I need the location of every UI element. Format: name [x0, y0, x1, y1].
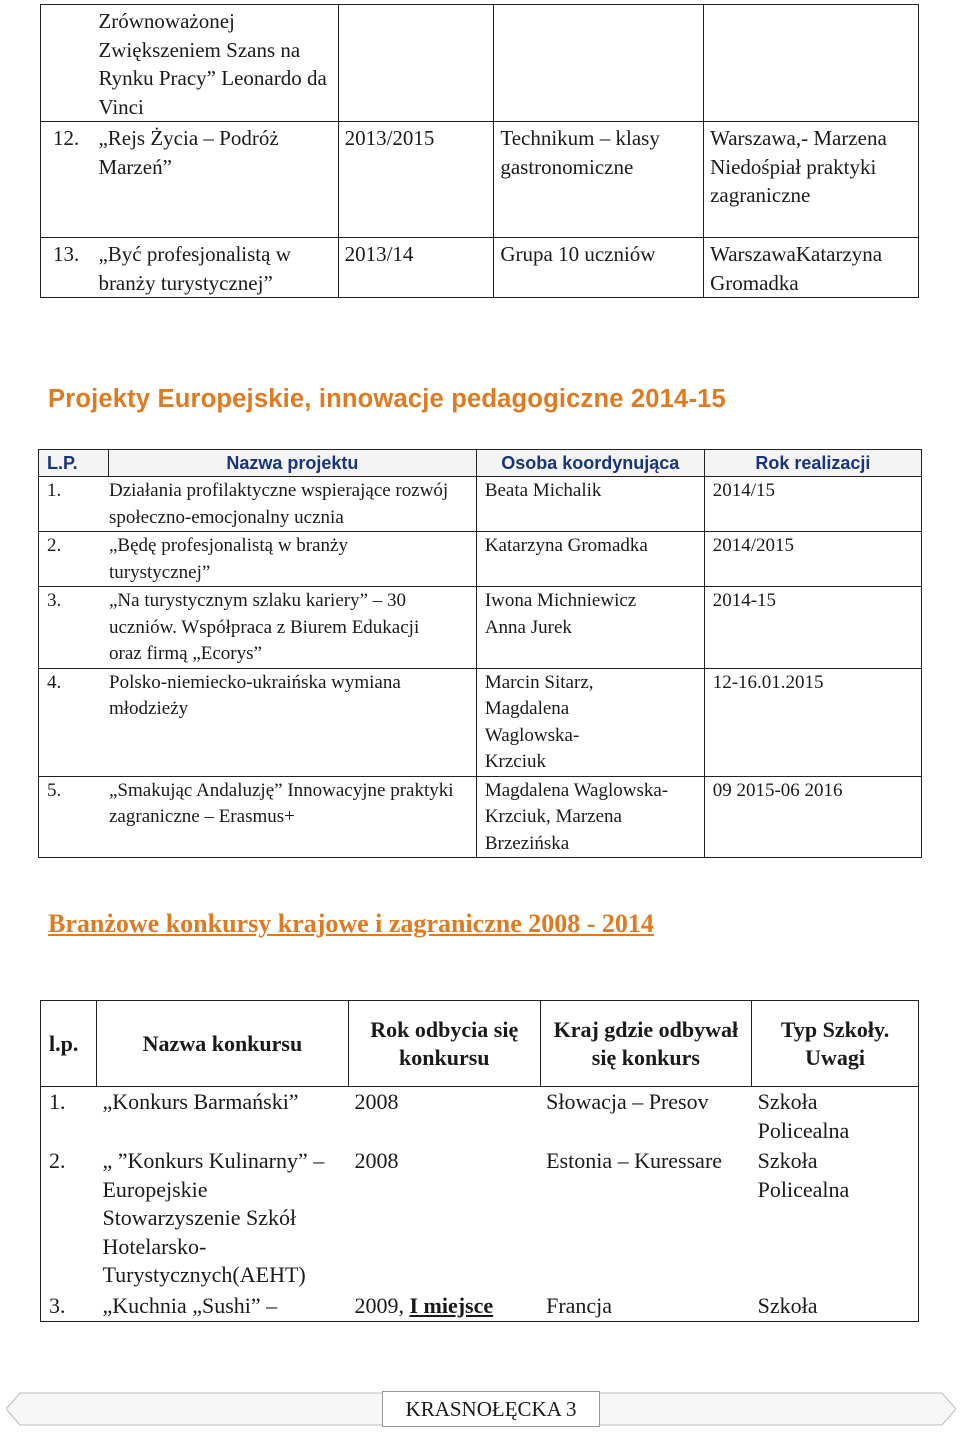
- competition-name: „Konkurs Barmański”: [102, 1089, 299, 1114]
- coordinator-text: Marcin Sitarz, Magdalena Waglowska-Krzciuk: [484, 671, 594, 772]
- table-row: [41, 5, 919, 122]
- header-year: Rok realizacji: [704, 450, 921, 477]
- project-cell: [39, 668, 477, 776]
- project-name: „Będę profesjonalistą w branży turystycznej”: [109, 535, 348, 583]
- target-group: [494, 5, 704, 122]
- project-cell: [39, 776, 477, 858]
- row-number: 4.: [47, 671, 62, 693]
- table-row: [39, 477, 922, 532]
- coordinator-text: Magdalena Waglowska-Krzciuk, Marzena Brzezińska: [484, 779, 669, 854]
- row-number: 1.: [49, 1089, 66, 1114]
- year: 2014/2015: [704, 532, 921, 587]
- header-lp: L.P.: [39, 450, 109, 477]
- program-name: „Być profesjonalistą w branży turystycznej”: [92, 238, 338, 298]
- school-type-text: Szkoła Policealna: [757, 1148, 850, 1202]
- row-number: 2.: [49, 1148, 66, 1173]
- competition-year: 2008: [354, 1089, 399, 1114]
- competition-year: [348, 1291, 540, 1322]
- country: Estonia – Kuressare: [546, 1148, 723, 1173]
- projects-table-continued: [40, 4, 919, 298]
- year: 2013/14: [338, 238, 494, 298]
- row-number: 3.: [41, 1291, 97, 1322]
- project-name: „Smakując Andaluzję” Innowacyjne praktyki zagraniczne – Erasmus+: [109, 779, 454, 827]
- place-coordinator: WarszawaKatarzyna Gromadka: [704, 238, 919, 298]
- coordinator-text: Iwona Michniewicz Anna Jurek: [484, 590, 637, 638]
- competition-name-text: „ ”Konkurs Kulinarny” – Europejskie Stowarzyszenie Szkół Hotelarsko-Turystycznych(AEHT): [102, 1148, 325, 1287]
- coordinator: [476, 587, 704, 669]
- table-row: [41, 1291, 919, 1322]
- table-row: [41, 238, 919, 298]
- header-competition-name: Nazwa konkursu: [96, 1001, 348, 1087]
- row-number: [41, 5, 93, 122]
- row-number: 1.: [47, 480, 62, 501]
- project-cell: [39, 477, 477, 532]
- country: Francja: [540, 1291, 752, 1322]
- header-lp: l.p.: [41, 1001, 97, 1087]
- row-number: 3.: [47, 590, 62, 611]
- school-type: Szkoła: [752, 1291, 919, 1322]
- year: 2014/15: [704, 477, 921, 532]
- table-row: [39, 587, 922, 669]
- school-type-text: Szkoła Policealna: [757, 1089, 850, 1143]
- section-title-competitions: Branżowe konkursy krajowe i zagraniczne 2008 - 2014: [48, 909, 654, 938]
- competition-year: 2008: [354, 1148, 399, 1173]
- coordinator: Beata Michalik: [476, 477, 704, 532]
- place-coordinator: [704, 5, 919, 122]
- coordinator: [476, 776, 704, 858]
- project-cell: [39, 587, 477, 669]
- competition-name: [96, 1146, 348, 1291]
- country: Słowacja – Presov: [546, 1089, 709, 1114]
- table-row: [41, 122, 919, 238]
- competitions-table: [40, 1000, 919, 1322]
- target-group: Grupa 10 uczniów: [494, 238, 704, 298]
- table-row: [41, 1146, 919, 1291]
- project-name: „Na turystycznym szlaku kariery” – 30 uczniów. Współpraca z Biurem Edukacji oraz firmą „Ecorys”: [109, 590, 420, 664]
- place-coordinator: Warszawa,- Marzena Niedośpiał praktyki zagraniczne: [704, 122, 919, 238]
- table-header-row: [39, 450, 922, 477]
- place-badge: I miejsce: [409, 1292, 494, 1318]
- year: 09 2015-06 2016: [704, 776, 921, 858]
- project-cell: [39, 532, 477, 587]
- year: [338, 5, 494, 122]
- year: 2014-15: [704, 587, 921, 669]
- row-number: 2.: [47, 535, 62, 556]
- school-type: [752, 1146, 919, 1291]
- european-projects-table: [38, 449, 922, 858]
- competition-name: „Kuchnia „Sushi” –: [96, 1291, 348, 1322]
- project-name: Działania profilaktyczne wspierające rozwój społeczno-emocjonalny ucznia: [109, 480, 449, 528]
- program-name: Zrównoważonej Zwiększeniem Szans na Rynku Pracy” Leonardo da Vinci: [92, 5, 338, 122]
- header-coordinator: Osoba koordynująca: [476, 450, 704, 477]
- row-number: 13.: [41, 238, 93, 298]
- page-footer: [6, 1391, 956, 1427]
- header-school-type: Typ Szkoły. Uwagi: [752, 1001, 919, 1087]
- section-title-european-projects: Projekty Europejskie, innowacje pedagogiczne 2014-15: [48, 385, 726, 413]
- table-row: [39, 776, 922, 858]
- school-type: [752, 1087, 919, 1147]
- coordinator: [476, 668, 704, 776]
- row-number: 12.: [41, 122, 93, 238]
- program-name: „Rejs Życia – Podróż Marzeń”: [92, 122, 338, 238]
- table-row: [39, 668, 922, 776]
- table-header-row: [41, 1001, 919, 1087]
- table-row: [41, 1087, 919, 1147]
- year-text: 2009,: [354, 1292, 410, 1318]
- project-name: Polsko-niemiecko-ukraińska wymiana młodzieży: [109, 671, 401, 719]
- year: 2013/2015: [338, 122, 494, 238]
- target-group: Technikum – klasy gastronomiczne: [494, 122, 704, 238]
- row-number: 5.: [47, 779, 62, 801]
- header-competition-year: Rok odbycia się konkursu: [348, 1001, 540, 1087]
- header-country: Kraj gdzie odbywał się konkurs: [540, 1001, 752, 1087]
- header-project-name: Nazwa projektu: [108, 450, 476, 477]
- table-row: [39, 532, 922, 587]
- footer-address: KRASNOŁĘCKA 3: [382, 1391, 600, 1427]
- year: 12-16.01.2015: [704, 668, 921, 776]
- coordinator: Katarzyna Gromadka: [476, 532, 704, 587]
